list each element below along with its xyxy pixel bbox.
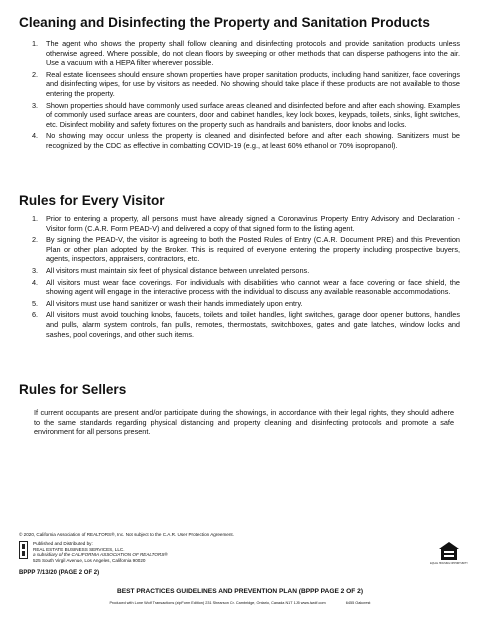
item-number: 1.: [32, 39, 39, 48]
page-footer-title: BEST PRACTICES GUIDELINES AND PREVENTION PLAN (BPPP PAGE 2 OF 2): [116, 588, 364, 595]
list-item: [32, 214, 460, 233]
published-by: Published and Distributed by:: [33, 541, 93, 546]
item-number: 5.: [32, 298, 39, 308]
list-item: [32, 278, 460, 297]
item-text: Shown properties should have commonly used surface areas cleaned and disinfected before and after each showing. Examples of commonly used surface areas are counters, door and cabinet handles, key lock boxes, keypads, toilets, sinks, light switches, etc. Disinfect mobility and safety fixtures on the property such as handrails and banisters, door knobs and locks.: [46, 100, 460, 129]
list-item: [32, 310, 460, 339]
list-item: [32, 39, 460, 68]
section-title-cleaning: Cleaning and Disinfecting the Property and Sanitation Products: [19, 15, 430, 30]
item-number: 6.: [32, 310, 39, 320]
item-text: Prior to entering a property, all persons must have already signed a Coronavirus Property Entry Advisory and Declaration - Visitor form (C.A.R. Form PEAD-V) and delivered a copy of that signed form to the listing agent.: [46, 214, 460, 233]
list-item: [32, 266, 460, 276]
item-number: 4.: [32, 277, 39, 287]
copyright-line: © 2020, California Association of REALTORS®, Inc. Not subject to the C.A.R. User Protection Agreement.: [19, 532, 234, 537]
item-text: By signing the PEAD-V, the visitor is agreeing to both the Posted Rules of Entry (C.A.R. Document PRE) and this Prevention Plan or other plan adopted by the Broker. This is required of everyone entering the property including prospective buyers, agents, inspectors, appraisers, contractors, etc.: [46, 235, 460, 264]
list-item: [32, 299, 460, 309]
item-text: No showing may occur unless the property is cleaned and disinfected before and after each showing. Sanitizers must be recognized by the CDC as effective in combatting COVID-19 (e.g., at least 60% ethanol or 70% isopropanol).: [46, 131, 460, 150]
form-id: BPPP 7/13/20 (PAGE 2 OF 2): [19, 570, 100, 576]
item-text: All visitors must avoid touching knobs, faucets, toilets and toilet handles, light switches, garage door opener buttons, handles and pulls, alarm system controls, fan pulls, remotes, thermostats, switchboxes, gates and gate latches, window locks and sashes, pool coverings, and other such items.: [46, 310, 460, 339]
publisher-name: REAL ESTATE BUSINESS SERVICES, LLC.: [33, 546, 125, 552]
section-title-visitor: Rules for Every Visitor: [19, 193, 165, 208]
produced-with: [19, 601, 461, 607]
file-name: 6455 Oakcrest: [345, 601, 371, 605]
list-item: [32, 101, 460, 130]
item-text: All visitors must use hand sanitizer or wash their hands immediately upon entry.: [46, 298, 303, 308]
item-number: 2.: [32, 69, 39, 79]
equal-housing-icon: [430, 541, 468, 567]
item-number: 3.: [32, 100, 39, 110]
produced-with-text: Produced with Lone Wolf Transactions (zipForm Edition) 231 Shearson Cr. Cambridge, Ontario, Canada N1T 1J5 www.lwolf.com: [109, 601, 326, 605]
eho-label: EQUAL HOUSING OPPORTUNITY: [430, 562, 468, 565]
item-text: The agent who shows the property shall follow cleaning and disinfecting protocols and provide sanitation products unless otherwise agreed. Where possible, do not clean floors by sweeping or other methods that can disperse pathogens into the air. Use a vacuum with a HEPA filter wherever possible.: [46, 39, 460, 68]
item-text: All visitors must wear face coverings. For individuals with disabilities who cannot wear a face covering or face shield, the showing agent will engage in the interactive process with the individual to discuss any available reasonable accommodations.: [46, 277, 460, 297]
publisher-block: [33, 541, 333, 563]
publisher-subsidiary: a subsidiary of the CALIFORNIA ASSOCIATION OF REALTORS®: [33, 552, 168, 558]
list-item: [32, 235, 460, 264]
item-text: All visitors must maintain six feet of physical distance between unrelated persons.: [46, 265, 310, 275]
publisher-logo-icon: [19, 541, 28, 559]
item-number: 4.: [32, 131, 39, 141]
cleaning-list: [32, 39, 460, 153]
visitor-list: [32, 214, 460, 341]
item-number: 3.: [32, 265, 39, 275]
item-number: 1.: [32, 214, 39, 223]
item-number: 2.: [32, 235, 39, 245]
publisher-address: 525 South Virgil Avenue, Los Angeles, California 90020: [33, 557, 146, 563]
list-item: [32, 131, 460, 150]
list-item: [32, 70, 460, 99]
section-title-sellers: Rules for Sellers: [19, 382, 127, 397]
sellers-paragraph: If current occupants are present and/or participate during the showings, in accordance with their legal rights, they should adhere to the same standards regarding physical distancing and property cleaning and disinfecting protocols and promote a safe environment for all persons present.: [34, 408, 454, 437]
item-text: Real estate licensees should ensure shown properties have proper sanitation products, including hand sanitizer, face coverings and disinfecting wipes, for use by visitors as needed. No showing should take place if these products are not available to those entering the property.: [46, 69, 460, 98]
